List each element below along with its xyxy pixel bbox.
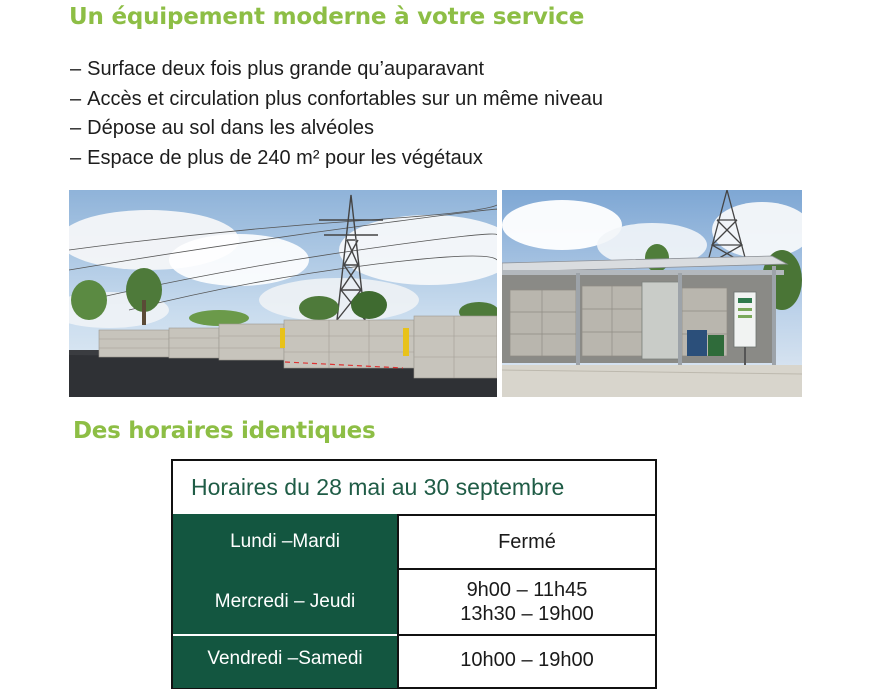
opening-hours-table [171, 459, 657, 689]
table-row [173, 514, 655, 570]
photo-concrete-alcoves [69, 190, 497, 397]
section-title-equipment: Un équipement moderne à votre service [69, 4, 585, 30]
list-item: – Espace de plus de 240 m² pour les végétaux [70, 146, 483, 169]
opening-hours-period: Horaires du 28 mai au 30 septembre [173, 461, 655, 516]
days-cell: Mercredi – Jeudi [173, 570, 397, 634]
table-row [173, 570, 655, 634]
table-row [173, 636, 655, 688]
photo-covered-shelter [502, 190, 802, 397]
days-cell: Lundi –Mardi [173, 514, 397, 570]
hours-cell: 10h00 – 19h00 [397, 636, 655, 688]
list-item: – Surface deux fois plus grande qu’auparavant [70, 58, 485, 80]
days-cell: Vendredi –Samedi [173, 636, 397, 688]
list-item: – Dépose au sol dans les alvéoles [70, 117, 374, 139]
hours-cell: Fermé [397, 514, 655, 570]
hours-cell: 9h00 – 11h45 13h30 – 19h00 [397, 570, 655, 634]
section-title-hours: Des horaires identiques [73, 418, 376, 444]
features-list [70, 55, 603, 173]
list-item: – Accès et circulation plus confortables sur un même niveau [70, 87, 603, 110]
